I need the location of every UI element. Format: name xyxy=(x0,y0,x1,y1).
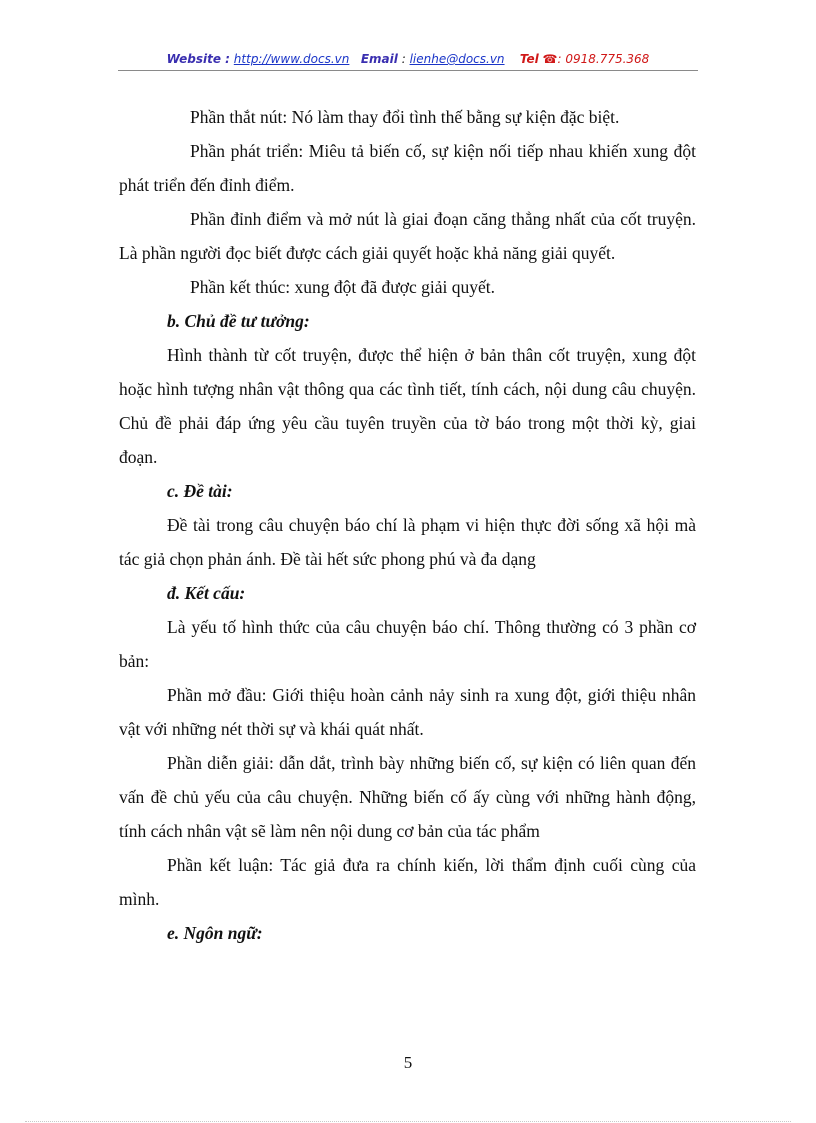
phone-number: : 0918.775.368 xyxy=(557,52,650,66)
paragraph-that-nut: Phần thắt nút: Nó làm thay đổi tình thế bằng sự kiện đặc biệt. xyxy=(190,107,620,127)
email-separator: : xyxy=(397,52,406,66)
tel-label: Tel xyxy=(519,52,539,66)
document-body xyxy=(119,100,696,950)
page-bottom-border xyxy=(25,1121,791,1122)
heading-chu-de: b. Chủ đề tư tưởng: xyxy=(167,311,310,331)
heading-ngon-ngu: e. Ngôn ngữ: xyxy=(167,923,263,943)
telephone-icon: ☎ xyxy=(542,52,558,66)
paragraph-dien-giai: Phần diễn giải: dẫn dắt, trình bày những biến cố, sự kiện có liên quan đến vấn đề chủ yếu của câu chuyện. Những biến cố ấy cùng với những hành động, tính cách nhân vật sẽ làm nên nội dung cơ bản của tác phẩm xyxy=(119,753,696,841)
paragraph-ket-cau: Là yếu tố hình thức của câu chuyện báo chí. Thông thường có 3 phần cơ bản: xyxy=(119,617,696,671)
header-divider xyxy=(118,70,698,71)
email-label: Email xyxy=(360,52,398,66)
heading-ket-cau: đ. Kết cấu: xyxy=(167,583,246,603)
page-number: 5 xyxy=(403,1053,413,1072)
website-label: Website : xyxy=(166,52,230,66)
website-link[interactable]: http://www.docs.vn xyxy=(233,52,350,66)
email-link[interactable]: lienhe@docs.vn xyxy=(409,52,505,66)
paragraph-ket-thuc: Phần kết thúc: xung đột đã được giải quyết. xyxy=(190,277,496,297)
heading-de-tai: c. Đề tài: xyxy=(167,481,233,501)
paragraph-dinh-diem: Phần đỉnh điểm và mở nút là giai đoạn căng thẳng nhất của cốt truyện. Là phần người đọc biết được cách giải quyết hoặc khả năng giải quyết. xyxy=(119,209,696,263)
paragraph-phat-trien: Phần phát triển: Miêu tả biến cố, sự kiện nối tiếp nhau khiến xung đột phát triển đến đỉnh điểm. xyxy=(119,141,696,195)
page-header xyxy=(118,51,698,67)
paragraph-chu-de: Hình thành từ cốt truyện, được thể hiện ở bản thân cốt truyện, xung đột hoặc hình tượng nhân vật thông qua các tình tiết, tính cách, nội dung câu chuyện. Chủ đề phải đáp ứng yêu cầu tuyên truyền của tờ báo trong một thời kỳ, giai đoạn. xyxy=(119,345,696,467)
paragraph-mo-dau: Phần mở đầu: Giới thiệu hoàn cảnh nảy sinh ra xung đột, giới thiệu nhân vật với những nét thời sự và khái quát nhất. xyxy=(119,685,696,739)
paragraph-de-tai: Đề tài trong câu chuyện báo chí là phạm vi hiện thực đời sống xã hội mà tác giả chọn phản ánh. Đề tài hết sức phong phú và đa dạng xyxy=(119,515,696,569)
paragraph-ket-luan: Phần kết luận: Tác giả đưa ra chính kiến, lời thẩm định cuối cùng của mình. xyxy=(119,855,696,909)
